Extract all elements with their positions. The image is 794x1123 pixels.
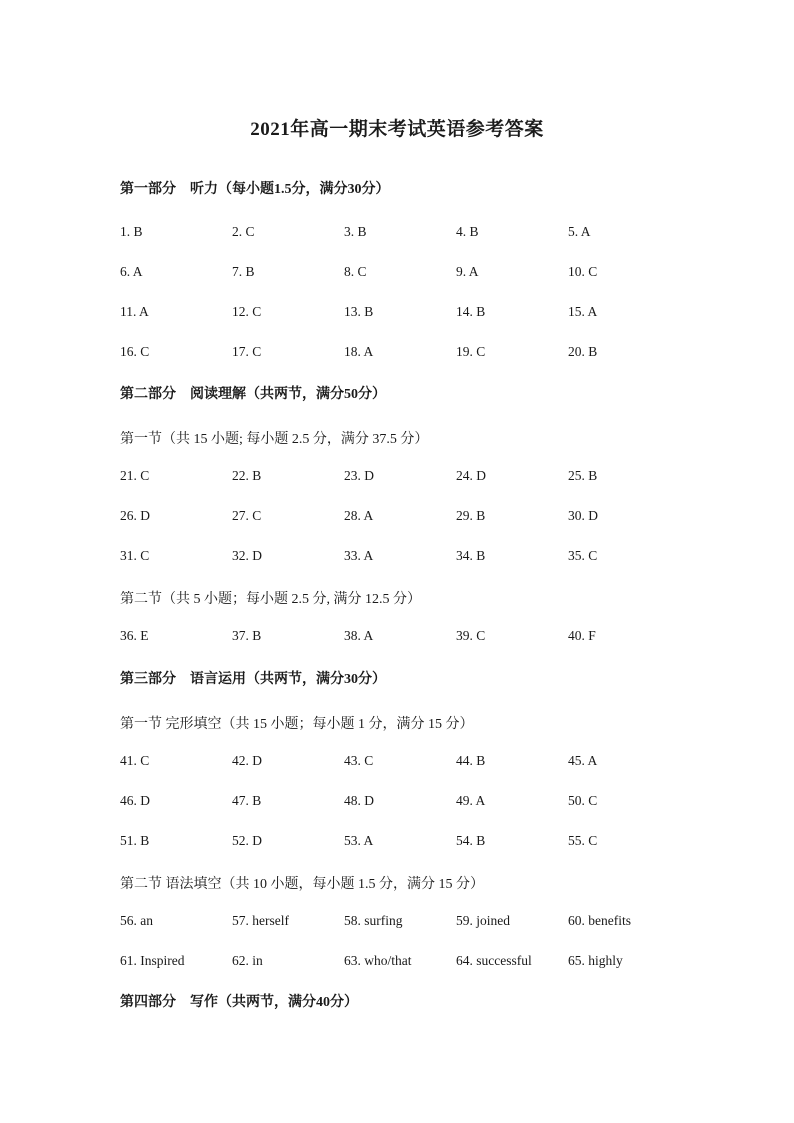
answer-cell: 1. B <box>120 224 143 239</box>
answer-cell: 63. who/that <box>344 953 412 968</box>
answer-cell: 21. C <box>120 468 150 483</box>
answer-cell: 65. highly <box>568 953 623 968</box>
answer-cell: 33. A <box>344 548 374 563</box>
part2-section2-heading: 第二节（共 5 小题；每小题 2.5 分, 满分 12.5 分） <box>120 592 421 607</box>
answer-cell: 31. C <box>120 548 150 563</box>
answer-cell: 64. successful <box>456 953 532 968</box>
answer-cell: 56. an <box>120 913 153 928</box>
answer-cell: 19. C <box>456 344 486 359</box>
answer-cell: 15. A <box>568 304 598 319</box>
answer-cell: 60. benefits <box>568 913 631 928</box>
answer-cell: 10. C <box>568 264 598 279</box>
answer-cell: 57. herself <box>232 913 289 928</box>
answer-cell: 24. D <box>456 468 486 483</box>
answer-cell: 2. C <box>232 224 255 239</box>
answer-cell: 34. B <box>456 548 486 563</box>
answer-cell: 51. B <box>120 833 150 848</box>
answer-cell: 54. B <box>456 833 486 848</box>
answer-cell: 3. B <box>344 224 367 239</box>
page-title: 2021年高一期末考试英语参考答案 <box>250 119 544 140</box>
answer-cell: 28. A <box>344 508 374 523</box>
answer-row <box>0 224 794 244</box>
answer-cell: 18. A <box>344 344 374 359</box>
answer-cell: 37. B <box>232 628 262 643</box>
answer-row <box>0 468 794 488</box>
answer-cell: 29. B <box>456 508 486 523</box>
answer-cell: 40. F <box>568 628 596 643</box>
answer-cell: 39. C <box>456 628 486 643</box>
answer-cell: 49. A <box>456 793 486 808</box>
answer-cell: 38. A <box>344 628 374 643</box>
answer-cell: 62. in <box>232 953 263 968</box>
answer-cell: 8. C <box>344 264 367 279</box>
answer-cell: 6. A <box>120 264 143 279</box>
answer-cell: 58. surfing <box>344 913 403 928</box>
answer-cell: 41. C <box>120 753 150 768</box>
answer-cell: 22. B <box>232 468 262 483</box>
answer-cell: 26. D <box>120 508 150 523</box>
answer-row <box>0 833 794 853</box>
answer-cell: 5. A <box>568 224 591 239</box>
answer-cell: 4. B <box>456 224 479 239</box>
answer-row <box>0 264 794 284</box>
answer-cell: 14. B <box>456 304 486 319</box>
answer-row <box>0 793 794 813</box>
answer-cell: 30. D <box>568 508 598 523</box>
answer-cell: 53. A <box>344 833 374 848</box>
answer-cell: 16. C <box>120 344 150 359</box>
answer-cell: 46. D <box>120 793 150 808</box>
answer-row <box>0 913 794 933</box>
answer-cell: 52. D <box>232 833 262 848</box>
answer-cell: 11. A <box>120 304 149 319</box>
answer-row <box>0 753 794 773</box>
answer-cell: 45. A <box>568 753 598 768</box>
answer-cell: 61. Inspired <box>120 953 185 968</box>
answer-row <box>0 508 794 528</box>
answer-cell: 20. B <box>568 344 598 359</box>
part2-heading: 第二部分 阅读理解（共两节，满分50分） <box>120 387 386 402</box>
answer-cell: 55. C <box>568 833 598 848</box>
answer-cell: 59. joined <box>456 913 510 928</box>
answer-cell: 23. D <box>344 468 374 483</box>
part3-section1-heading: 第一节 完形填空（共 15 小题；每小题 1 分，满分 15 分） <box>120 717 474 732</box>
part1-heading: 第一部分 听力（每小题1.5分，满分30分） <box>120 182 390 197</box>
answer-cell: 25. B <box>568 468 598 483</box>
answer-cell: 13. B <box>344 304 374 319</box>
part2-section1-heading: 第一节（共 15 小题; 每小题 2.5 分，满分 37.5 分） <box>120 432 429 447</box>
answer-cell: 27. C <box>232 508 262 523</box>
answer-cell: 42. D <box>232 753 262 768</box>
answer-row <box>0 304 794 324</box>
answer-cell: 50. C <box>568 793 598 808</box>
answer-cell: 9. A <box>456 264 479 279</box>
part3-heading: 第三部分 语言运用（共两节，满分30分） <box>120 672 386 687</box>
answer-row <box>0 344 794 364</box>
answer-cell: 43. C <box>344 753 374 768</box>
answer-cell: 48. D <box>344 793 374 808</box>
answer-row <box>0 548 794 568</box>
answer-cell: 36. E <box>120 628 149 643</box>
answer-cell: 7. B <box>232 264 255 279</box>
answer-cell: 35. C <box>568 548 598 563</box>
answer-cell: 47. B <box>232 793 262 808</box>
answer-cell: 17. C <box>232 344 262 359</box>
answer-cell: 32. D <box>232 548 262 563</box>
answer-row <box>0 953 794 973</box>
answer-cell: 44. B <box>456 753 486 768</box>
answer-row <box>0 628 794 648</box>
answer-cell: 12. C <box>232 304 262 319</box>
part4-heading: 第四部分 写作（共两节，满分40分） <box>120 995 358 1010</box>
part3-section2-heading: 第二节 语法填空（共 10 小题，每小题 1.5 分，满分 15 分） <box>120 877 484 892</box>
